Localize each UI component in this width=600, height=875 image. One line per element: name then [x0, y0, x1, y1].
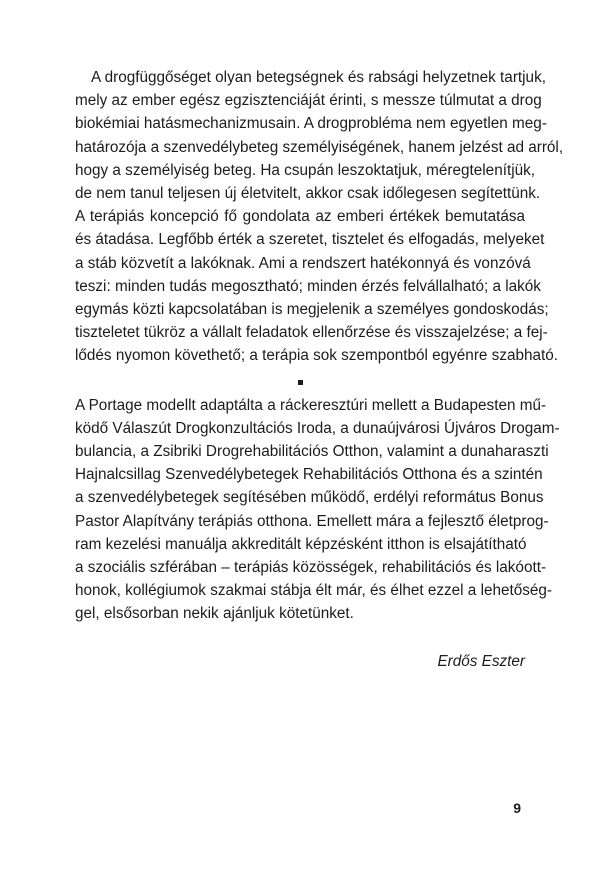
text-line: és átadása. Legfőbb érték a szeretet, tisztelet és elfogadás, melyeket — [75, 231, 545, 249]
text-line: Pastor Alapítvány terápiás otthona. Emellett mára a fejlesztő életprog- — [75, 512, 549, 530]
text-line: de nem tanul teljesen új életvitelt, akkor csak időlegesen segítettünk. — [75, 185, 541, 203]
text-line: biokémiai hatásmechanizmusain. A drogprobléma nem egyetlen meg- — [75, 115, 547, 133]
text-line: gel, elsősorban nekik ajánljuk kötetünket. — [75, 605, 354, 623]
author-signature: Erdős Eszter — [437, 652, 525, 670]
text-line: Hajnalcsillag Szenvedélybetegek Rehabilitációs Otthona és a szintén — [75, 466, 543, 484]
text-line: honok, kollégiumok szakmai stábja élt már, és élhet ezzel a lehetőség- — [75, 582, 553, 600]
separator-square-icon — [298, 380, 303, 385]
text-line: egymás közti kapcsolatában is megjelenik a személyes gondoskodás; — [75, 301, 549, 319]
text-line: mely az ember egész egzisztenciáját érinti, s messze túlmutat a drog — [75, 92, 542, 110]
text-line: a szociális szférában – terápiás közösségek, rehabilitációs és lakóott- — [75, 559, 547, 577]
paragraph-1 — [75, 66, 564, 368]
text-line: A drogfüggőséget olyan betegségnek és rabsági helyzetnek tartjuk, — [91, 69, 546, 86]
text-line: A Portage modellt adaptálta a ráckeresztúri mellett a Budapesten mű- — [75, 396, 547, 414]
text-line: ködő Válaszút Drogkonzultációs Iroda, a dunaújvárosi Újváros Drogam- — [75, 419, 560, 437]
text-line: teszi: minden tudás megosztható; minden érzés felvállalható; a lakók — [75, 277, 541, 295]
text-line: lődés nyomon követhető; a terápia sok szempontból egyénre szabható. — [75, 347, 559, 365]
text-line: a szenvedélybetegek segítésében működő, erdélyi református Bonus — [75, 489, 544, 507]
text-line: tiszteletet tükröz a vállalt feladatok ellenőrzése és visszajelzése; a fej- — [75, 324, 548, 342]
text-line: ram kezelési manuálja akkreditált képzésként itthon is elsajátítható — [75, 535, 527, 553]
text-line: A terápiás koncepció fő gondolata az emberi értékek bemutatása — [75, 208, 525, 226]
paragraph-2 — [75, 394, 560, 626]
page-body — [75, 66, 564, 673]
text-line: bulancia, a Zsibriki Drogrehabilitációs Otthon, valamint a dunaharaszti — [75, 443, 549, 461]
text-line: hogy a személyiség beteg. Ha csupán leszoktatjuk, méregtelenítjük, — [75, 161, 536, 179]
text-line: határozója a szenvedélybeteg személyiségének, hanem jelzést ad arról, — [75, 138, 564, 156]
text-line: a stáb közvetít a lakóknak. Ami a rendszert hatékonnyá és vonzóvá — [75, 254, 531, 272]
page-number: 9 — [513, 800, 521, 816]
section-separator — [75, 371, 525, 394]
